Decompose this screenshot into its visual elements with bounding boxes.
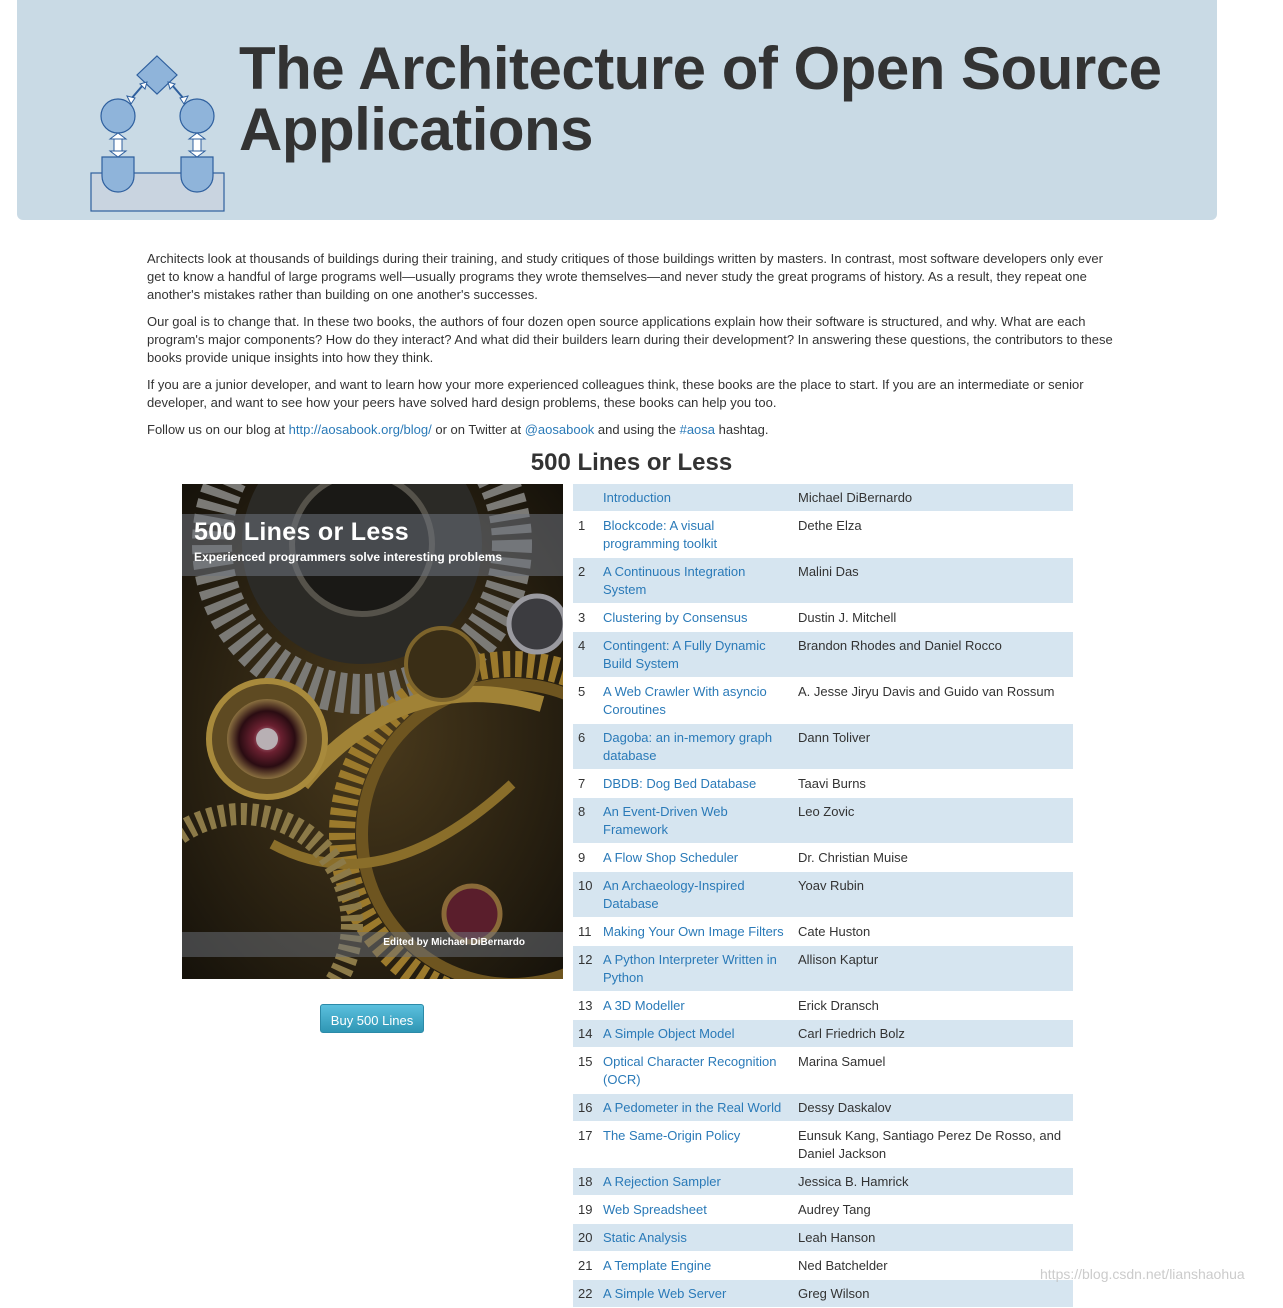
chapter-table-body [573, 484, 1073, 1308]
chapter-row [573, 770, 1073, 798]
follow-paragraph [147, 421, 1122, 439]
chapter-cell [598, 946, 793, 992]
chapter-cell [598, 1122, 793, 1168]
twitter-link[interactable]: @aosabook [524, 422, 595, 437]
chapter-row [573, 1196, 1073, 1224]
chapter-number: 22 [573, 1280, 598, 1308]
chapter-link[interactable]: An Archaeology-Inspired Database [603, 878, 745, 911]
chapter-author: Carl Friedrich Bolz [793, 1020, 1073, 1048]
chapter-number: 9 [573, 844, 598, 872]
chapter-link[interactable]: Static Analysis [603, 1230, 687, 1245]
chapter-cell [598, 992, 793, 1020]
chapter-number: 12 [573, 946, 598, 992]
watermark: https://blog.csdn.net/lianshaohua [1040, 1266, 1245, 1282]
chapter-cell [598, 872, 793, 918]
follow-text: or on Twitter at [431, 422, 525, 437]
chapter-author: Erick Dransch [793, 992, 1073, 1020]
book-cover[interactable] [182, 484, 563, 979]
page-title [239, 35, 1162, 163]
intro-paragraph: Our goal is to change that. In these two books, the authors of four dozen open source applications explain how their software is structured, and why. What are each program's major components? How do they interact? And what did their builders learn during their development? In answering these questions, the contributors to these books provide unique insights into how they think. [147, 314, 1113, 365]
chapter-row [573, 1020, 1073, 1048]
chapter-row [573, 1094, 1073, 1122]
chapter-link[interactable]: Making Your Own Image Filters [603, 924, 784, 939]
chapter-link[interactable]: A Flow Shop Scheduler [603, 850, 739, 865]
chapter-row [573, 1048, 1073, 1094]
chapter-cell [598, 632, 793, 678]
chapter-author: Marina Samuel [793, 1048, 1073, 1094]
chapter-author: Dessy Daskalov [793, 1094, 1073, 1122]
chapter-cell [598, 1196, 793, 1224]
chapter-author: Michael DiBernardo [793, 484, 1073, 512]
chapter-cell [598, 770, 793, 798]
chapter-number: 19 [573, 1196, 598, 1224]
chapter-row [573, 798, 1073, 844]
cover-editor: Edited by Michael DiBernardo [383, 937, 525, 948]
chapter-cell [598, 1224, 793, 1252]
chapter-author: Malini Das [793, 558, 1073, 604]
chapter-link[interactable]: A Web Crawler With asyncio Coroutines [603, 684, 767, 717]
page-title-line2: Applications [239, 96, 594, 163]
chapter-cell [598, 844, 793, 872]
chapter-row [573, 844, 1073, 872]
chapter-row [573, 1168, 1073, 1196]
intro-paragraph: Architects look at thousands of buildings during their training, and study critiques of those buildings written by masters. In contrast, most software developers only ever get to know a handful of large programs well—usually programs they wrote themselves—and never study the great programs of history. As a result, they repeat one another's mistakes rather than building on one another's successes. [147, 251, 1103, 302]
chapter-number: 10 [573, 872, 598, 918]
follow-text: Follow us on our blog at [147, 422, 289, 437]
chapter-row [573, 678, 1073, 724]
chapter-author: Jessica B. Hamrick [793, 1168, 1073, 1196]
chapter-table [573, 484, 1073, 1308]
follow-text: hashtag. [715, 422, 769, 437]
chapter-row [573, 512, 1073, 558]
chapter-number [573, 484, 598, 512]
chapter-cell [598, 1048, 793, 1094]
chapter-author: Eunsuk Kang, Santiago Perez De Rosso, and Daniel Jackson [793, 1122, 1073, 1168]
chapter-row [573, 946, 1073, 992]
chapter-link[interactable]: A Python Interpreter Written in Python [603, 952, 777, 985]
chapter-cell [598, 918, 793, 946]
intro-section [147, 250, 1122, 448]
chapter-author: Audrey Tang [793, 1196, 1073, 1224]
chapter-author: Ned Batchelder [793, 1252, 1073, 1280]
chapter-author: Leah Hanson [793, 1224, 1073, 1252]
chapter-number: 8 [573, 798, 598, 844]
blog-link[interactable]: http://aosabook.org/blog/ [288, 422, 432, 437]
chapter-cell [598, 484, 793, 512]
chapter-number: 13 [573, 992, 598, 1020]
chapter-number: 16 [573, 1094, 598, 1122]
chapter-link[interactable]: An Event-Driven Web Framework [603, 804, 728, 837]
chapter-number: 21 [573, 1252, 598, 1280]
chapter-cell [598, 512, 793, 558]
chapter-row [573, 1122, 1073, 1168]
chapter-number: 1 [573, 512, 598, 558]
chapter-cell [598, 1020, 793, 1048]
chapter-number: 17 [573, 1122, 598, 1168]
chapter-author: Leo Zovic [793, 798, 1073, 844]
chapter-link[interactable]: DBDB: Dog Bed Database [603, 776, 757, 791]
chapter-number: 14 [573, 1020, 598, 1048]
book-heading: 500 Lines or Less [530, 449, 733, 476]
chapter-number: 5 [573, 678, 598, 724]
chapter-cell [598, 604, 793, 632]
chapter-cell [598, 678, 793, 724]
architecture-logo-icon [89, 52, 229, 216]
chapter-link[interactable]: Contingent: A Fully Dynamic Build System [603, 638, 766, 671]
chapter-link[interactable]: The Same-Origin Policy [603, 1128, 741, 1143]
chapter-link[interactable]: A Simple Object Model [603, 1026, 735, 1041]
chapter-number: 3 [573, 604, 598, 632]
chapter-cell [598, 1094, 793, 1122]
chapter-row [573, 1224, 1073, 1252]
chapter-number: 7 [573, 770, 598, 798]
chapter-author: Brandon Rhodes and Daniel Rocco [793, 632, 1073, 678]
chapter-link[interactable]: Blockcode: A visual programming toolkit [603, 518, 718, 551]
chapter-link[interactable]: A Template Engine [603, 1258, 712, 1273]
chapter-author: Dr. Christian Muise [793, 844, 1073, 872]
chapter-row [573, 918, 1073, 946]
chapter-link[interactable]: Introduction [603, 490, 671, 505]
page-title-line1: The Architecture of Open Source [239, 35, 1162, 102]
chapter-cell [598, 1252, 793, 1280]
cover-title: 500 Lines or Less [194, 518, 409, 546]
chapter-link[interactable]: Clustering by Consensus [603, 610, 748, 625]
chapter-number: 18 [573, 1168, 598, 1196]
chapter-link[interactable]: A 3D Modeller [603, 998, 685, 1013]
chapter-row [573, 724, 1073, 770]
chapter-link[interactable]: Web Spreadsheet [603, 1202, 707, 1217]
chapter-author: Dethe Elza [793, 512, 1073, 558]
chapter-link[interactable]: A Continuous Integration System [603, 564, 746, 597]
chapter-row [573, 632, 1073, 678]
chapter-row [573, 604, 1073, 632]
chapter-row [573, 992, 1073, 1020]
chapter-author: Dustin J. Mitchell [793, 604, 1073, 632]
chapter-row [573, 484, 1073, 512]
chapter-number: 20 [573, 1224, 598, 1252]
chapter-number: 2 [573, 558, 598, 604]
chapter-author: A. Jesse Jiryu Davis and Guido van Rossum [793, 678, 1073, 724]
chapter-link[interactable]: A Rejection Sampler [603, 1174, 721, 1189]
chapter-author: Dann Toliver [793, 724, 1073, 770]
cover-subtitle: Experienced programmers solve interesting problems [194, 550, 503, 564]
chapter-link[interactable]: A Pedometer in the Real World [603, 1100, 782, 1115]
chapter-number: 4 [573, 632, 598, 678]
buy-500-lines-button[interactable]: Buy 500 Lines [320, 1004, 424, 1033]
chapter-author: Greg Wilson [793, 1280, 1073, 1308]
chapter-author: Yoav Rubin [793, 872, 1073, 918]
chapter-cell [598, 724, 793, 770]
hashtag-link[interactable]: #aosa [679, 422, 716, 437]
chapter-cell [598, 798, 793, 844]
chapter-author: Cate Huston [793, 918, 1073, 946]
chapter-link[interactable]: Dagoba: an in-memory graph database [603, 730, 773, 763]
chapter-author: Allison Kaptur [793, 946, 1073, 992]
chapter-link[interactable]: Optical Character Recognition (OCR) [603, 1054, 777, 1087]
chapter-number: 6 [573, 724, 598, 770]
site-header [17, 0, 1217, 220]
chapter-cell [598, 558, 793, 604]
chapter-row [573, 872, 1073, 918]
chapter-author: Taavi Burns [793, 770, 1073, 798]
intro-paragraph: If you are a junior developer, and want to learn how your more experienced colleagues think, these books are the place to start. If you are an intermediate or senior developer, and want to see how your peers have solved hard design problems, these books can help you too. [147, 377, 1084, 410]
chapter-cell [598, 1168, 793, 1196]
chapter-row [573, 1252, 1073, 1280]
chapter-number: 15 [573, 1048, 598, 1094]
chapter-row [573, 558, 1073, 604]
chapter-number: 11 [573, 918, 598, 946]
follow-text: and using the [594, 422, 680, 437]
chapter-link[interactable]: A Simple Web Server [603, 1286, 727, 1301]
